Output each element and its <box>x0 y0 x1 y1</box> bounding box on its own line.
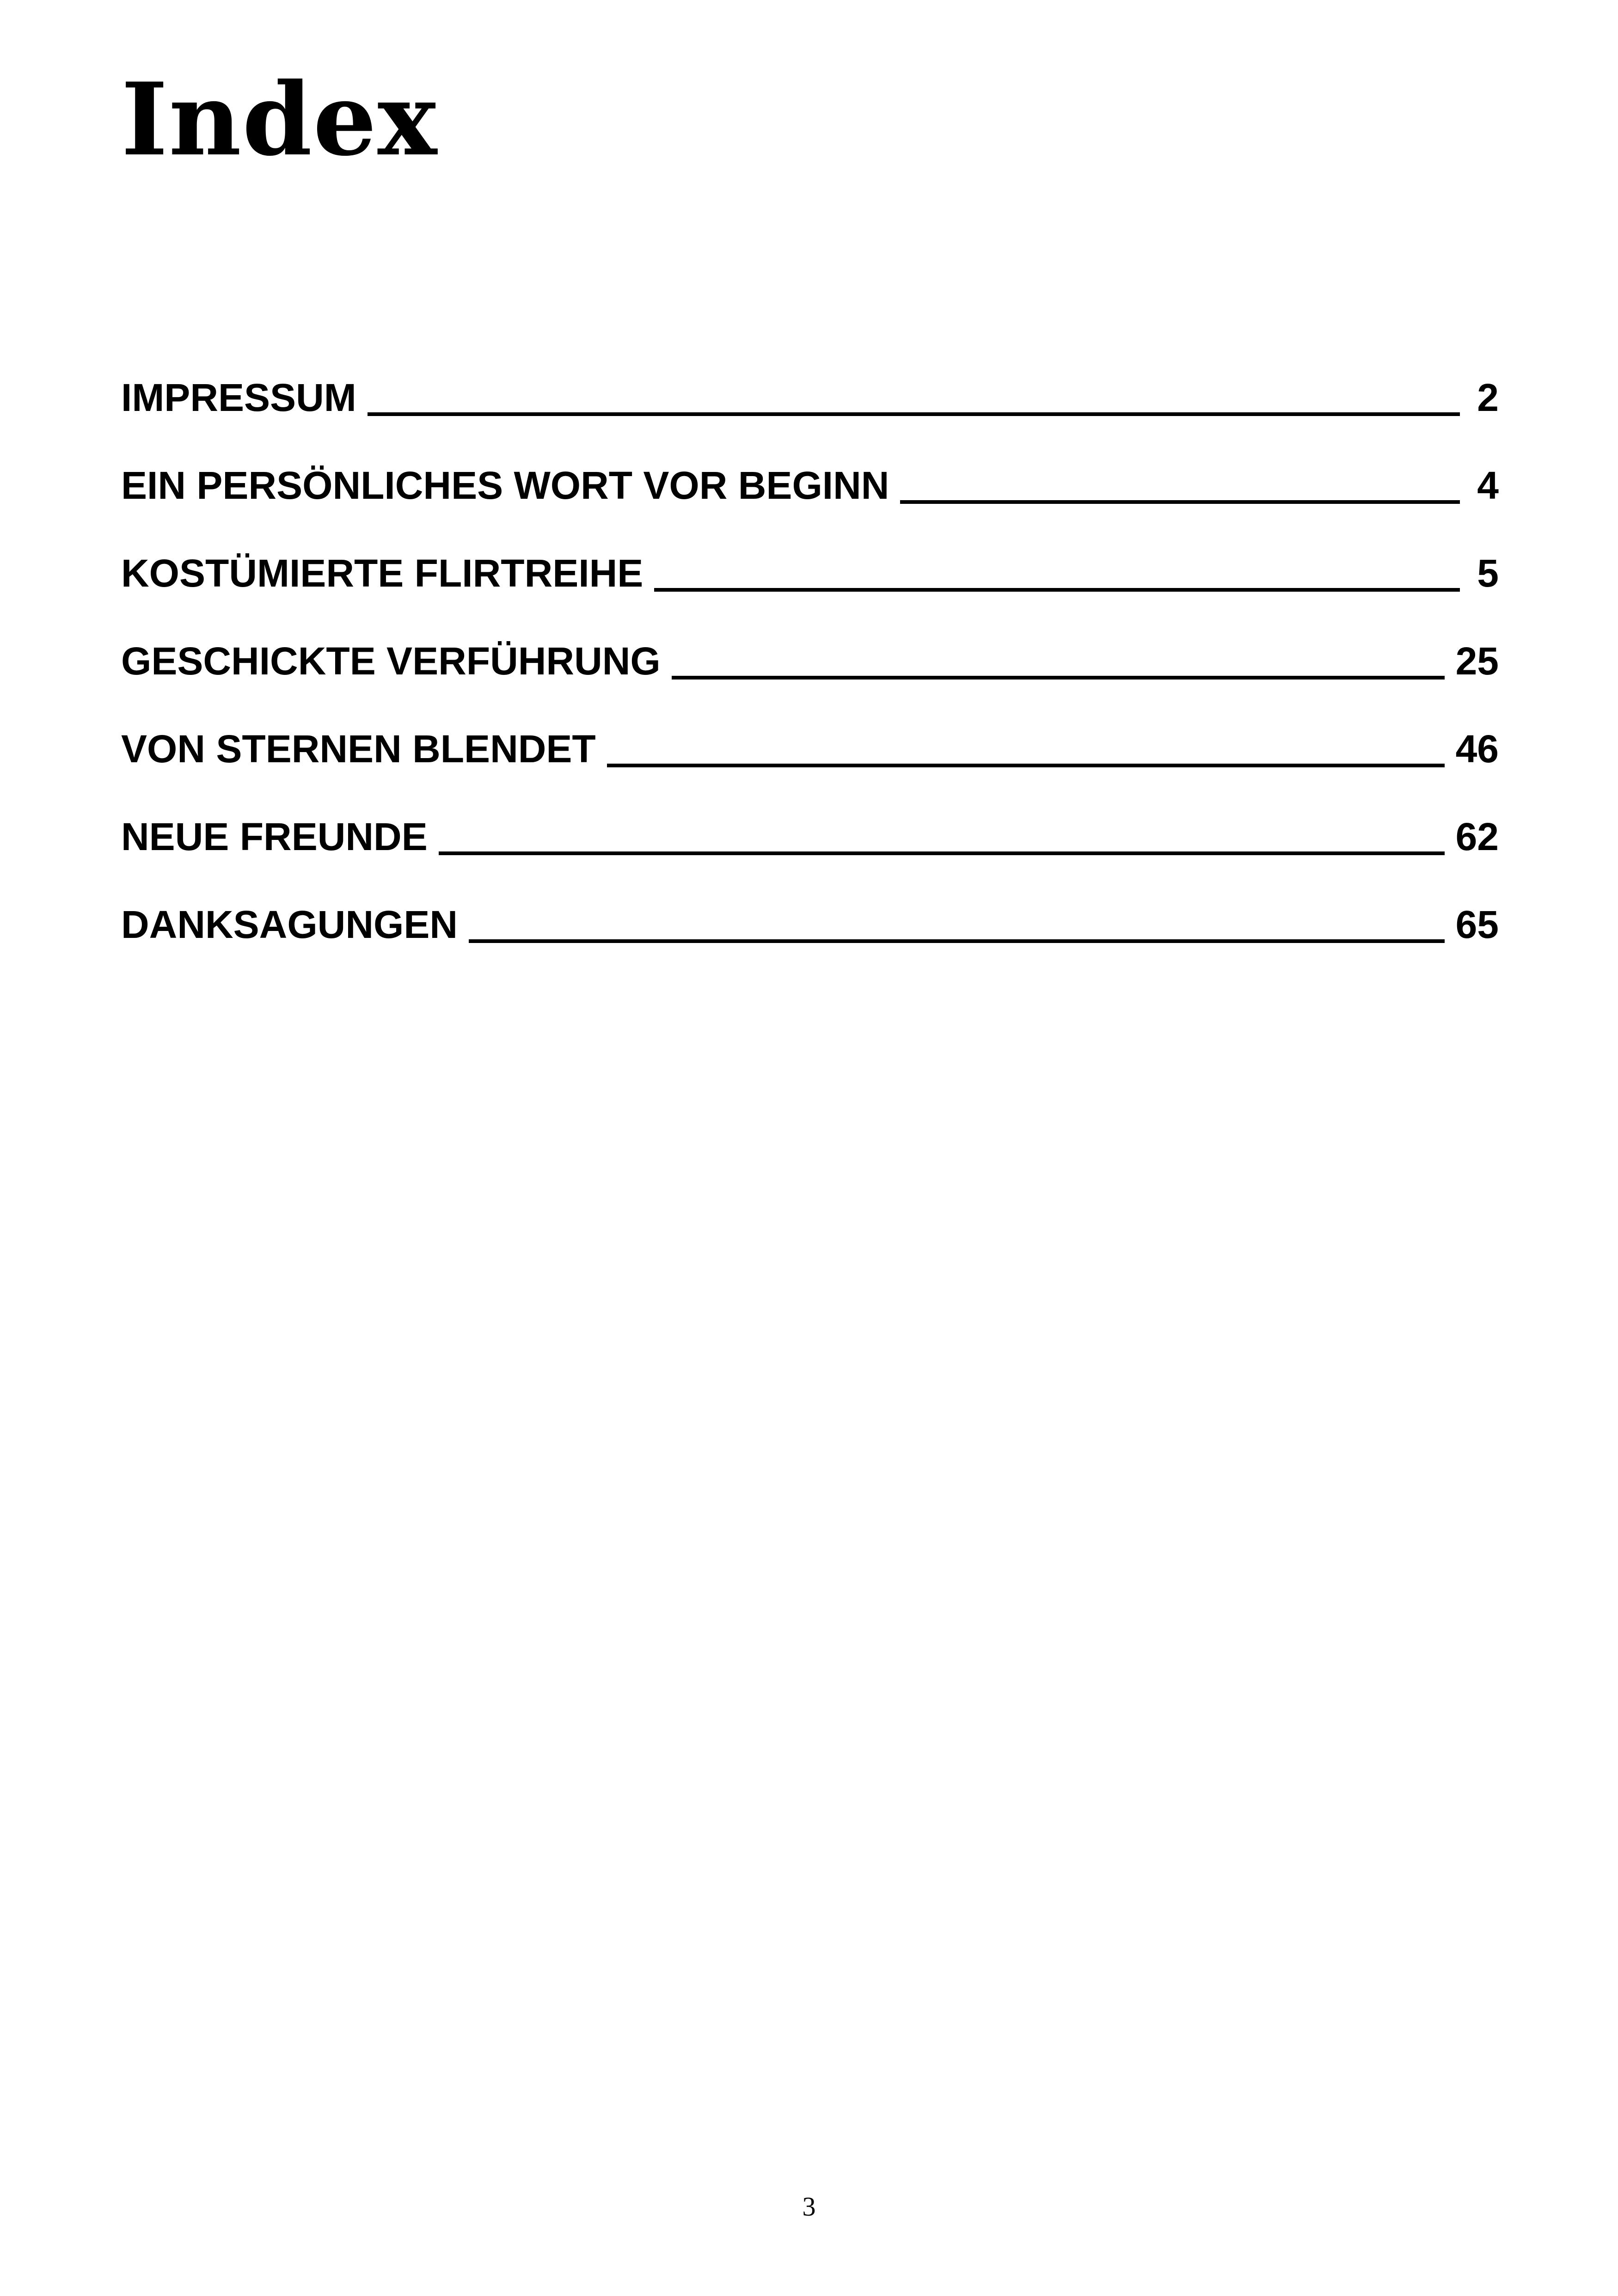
toc-entry-label: NEUE FREUNDE <box>121 815 428 858</box>
toc-leader-line <box>368 412 1460 416</box>
toc-entry-label: EIN PERSÖNLICHES WORT VOR BEGINN <box>121 464 889 507</box>
toc-entry-neue-freunde[interactable] <box>121 768 1499 856</box>
toc-entry-page: 65 <box>1455 903 1499 946</box>
toc-entry-geschickte-verfuehrung[interactable] <box>121 593 1499 683</box>
toc-entry-page: 5 <box>1477 551 1499 595</box>
toc-entry-persoenliches-wort[interactable] <box>121 417 1499 505</box>
page-number: 3 <box>802 2192 816 2222</box>
toc-entry-danksagungen[interactable] <box>121 856 1499 944</box>
toc-entry-label: KOSTÜMIERTE FLIRTREIHE <box>121 551 644 595</box>
table-of-contents <box>121 329 1499 944</box>
page-title: Index <box>121 61 438 178</box>
toc-leader-line <box>439 851 1445 855</box>
toc-entry-page: 25 <box>1455 639 1499 683</box>
toc-entry-page: 4 <box>1477 464 1499 507</box>
toc-entry-impressum[interactable] <box>121 329 1499 417</box>
toc-entry-von-sternen-blendet[interactable] <box>121 680 1499 771</box>
toc-leader-line <box>654 588 1460 592</box>
toc-entry-label: GESCHICKTE VERFÜHRUNG <box>121 639 661 683</box>
toc-entry-page: 46 <box>1455 727 1499 771</box>
toc-leader-line <box>469 939 1445 943</box>
toc-entry-label: DANKSAGUNGEN <box>121 903 458 946</box>
toc-leader-line <box>607 764 1445 767</box>
toc-entry-kostuemierte-flirtreihe[interactable] <box>121 505 1499 593</box>
toc-leader-line <box>672 676 1445 680</box>
toc-entry-page: 2 <box>1477 376 1499 419</box>
toc-leader-line <box>900 500 1460 504</box>
toc-entry-page: 62 <box>1455 815 1499 858</box>
toc-entry-label: IMPRESSUM <box>121 376 356 419</box>
toc-entry-label: VON STERNEN BLENDET <box>121 727 596 771</box>
